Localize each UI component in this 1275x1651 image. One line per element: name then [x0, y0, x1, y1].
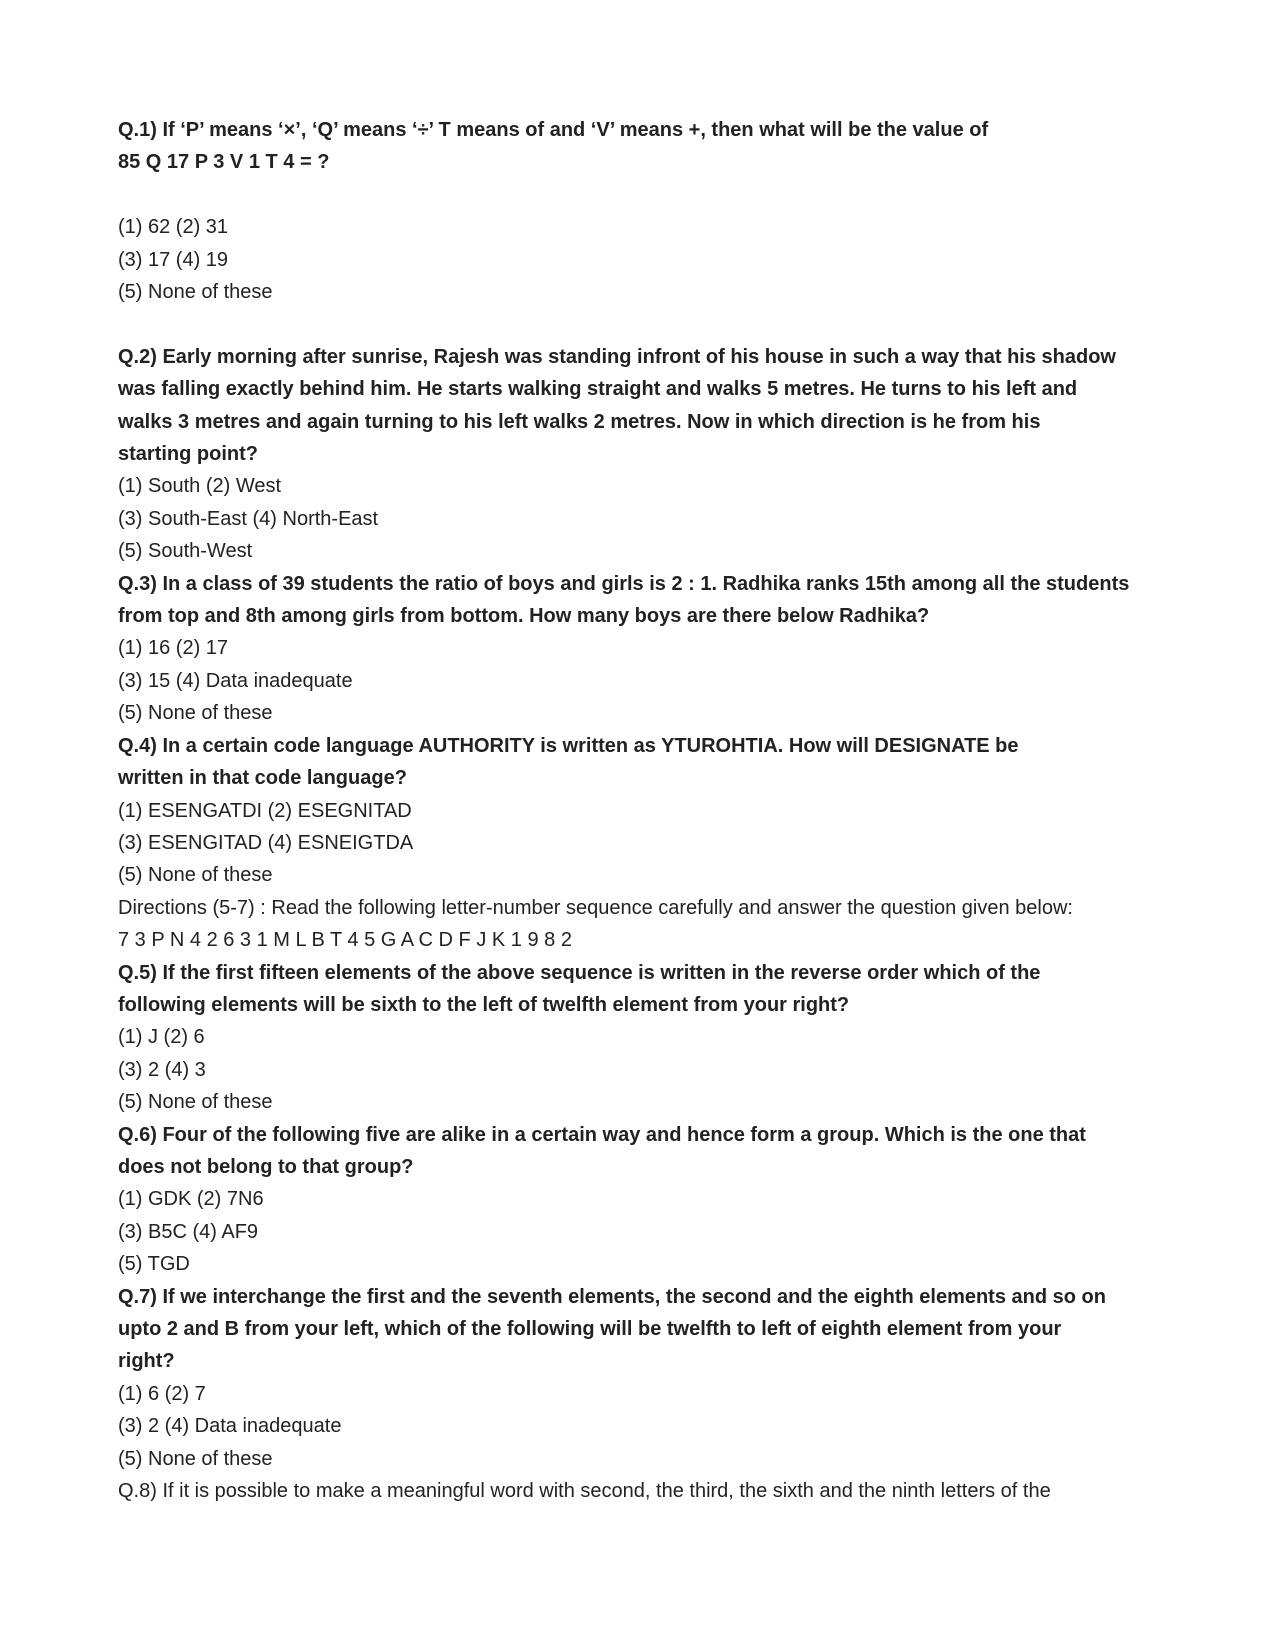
option-line: (5) None of these	[118, 702, 273, 725]
option-line: (1) South (2) West	[118, 475, 282, 498]
question-text: Q.6) Four of the following five are alike in a certain way and hence form a group. Which is the one that	[118, 1123, 1086, 1146]
option-line: (5) None of these	[118, 281, 273, 304]
option-line: (5) South-West	[118, 540, 253, 563]
question-text: 85 Q 17 P 3 V 1 T 4 = ?	[118, 151, 330, 174]
option-line: (5) TGD	[118, 1253, 190, 1276]
question-6	[118, 1119, 1168, 1281]
question-3	[118, 568, 1168, 730]
option-line: (5) None of these	[118, 1091, 273, 1114]
question-8	[118, 1475, 1168, 1507]
option-line: (1) ESENGATDI (2) ESEGNITAD	[118, 799, 412, 822]
question-text: written in that code language?	[118, 767, 407, 790]
option-line: (3) 15 (4) Data inadequate	[118, 669, 353, 692]
question-text: Q.4) In a certain code language AUTHORITY is written as YTUROHTIA. How will DESIGNATE be	[118, 734, 1019, 757]
option-line: (3) ESENGITAD (4) ESNEIGTDA	[118, 831, 414, 854]
option-line: (3) 2 (4) Data inadequate	[118, 1415, 342, 1438]
option-line: (5) None of these	[118, 1447, 273, 1470]
question-text: does not belong to that group?	[118, 1155, 414, 1178]
question-text: Q.8) If it is possible to make a meaningful word with second, the third, the sixth and the ninth letters of the	[118, 1480, 1051, 1503]
question-1	[118, 114, 1168, 308]
letter-number-sequence: 7 3 P N 4 2 6 3 1 M L B T 4 5 G A C D F J K 1 9 8 2	[118, 929, 572, 952]
spacer	[118, 179, 1168, 211]
option-line: (3) B5C (4) AF9	[118, 1220, 259, 1243]
option-line: (1) 6 (2) 7	[118, 1382, 206, 1405]
question-text: walks 3 metres and again turning to his left walks 2 metres. Now in which direction is he from his	[118, 410, 1041, 433]
question-text: upto 2 and B from your left, which of the following will be twelfth to left of eighth element from your	[118, 1318, 1062, 1340]
question-text: following elements will be sixth to the left of twelfth element from your right?	[118, 993, 850, 1016]
question-text: Q.5) If the first fifteen elements of the above sequence is written in the reverse order which of the	[118, 961, 1041, 984]
option-line: (3) South-East (4) North-East	[118, 507, 379, 530]
question-5	[118, 957, 1168, 1119]
question-text: Q.3) In a class of 39 students the ratio of boys and girls is 2 : 1. Radhika ranks 15th among all the students	[118, 572, 1130, 595]
question-text: was falling exactly behind him. He starts walking straight and walks 5 metres. He turns to his left and	[118, 378, 1078, 401]
option-line: (3) 17 (4) 19	[118, 248, 229, 271]
option-line: (1) 62 (2) 31	[118, 216, 229, 239]
question-text: Q.2) Early morning after sunrise, Rajesh was standing infront of his house in such a way that his shadow	[118, 345, 1116, 368]
question-2	[118, 341, 1168, 568]
directions-text: Directions (5-7) : Read the following letter-number sequence carefully and answer the question given below:	[118, 896, 1073, 919]
option-line: (1) GDK (2) 7N6	[118, 1188, 264, 1211]
question-text: Q.1) If ‘P’ means ‘×’, ‘Q’ means ‘÷’ T means of and ‘V’ means +, then what will be the value of	[118, 119, 989, 141]
option-line: (1) J (2) 6	[118, 1026, 205, 1049]
question-text: right?	[118, 1350, 175, 1373]
question-text: starting point?	[118, 443, 258, 466]
question-4	[118, 730, 1168, 892]
question-text: Q.7) If we interchange the first and the seventh elements, the second and the eighth elements and so on	[118, 1285, 1106, 1308]
document-page	[118, 114, 1168, 1507]
option-line: (1) 16 (2) 17	[118, 637, 229, 660]
question-7	[118, 1281, 1168, 1475]
option-line: (5) None of these	[118, 864, 273, 887]
question-text: from top and 8th among girls from bottom. How many boys are there below Radhika?	[118, 605, 930, 628]
spacer	[118, 308, 1168, 340]
option-line: (3) 2 (4) 3	[118, 1058, 206, 1081]
directions-block	[118, 892, 1168, 957]
